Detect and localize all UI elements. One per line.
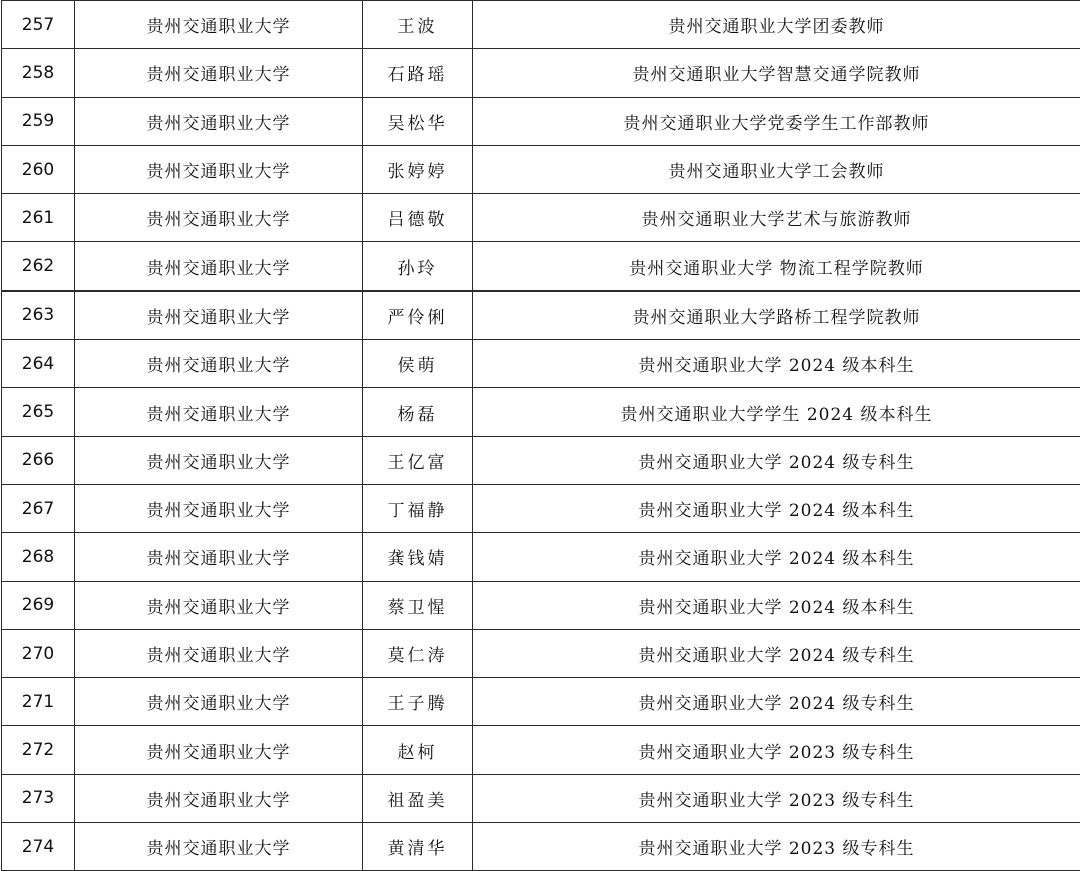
unit-cell: 贵州交通职业大学党委学生工作部教师 (473, 97, 1080, 145)
table-row (2, 726, 1080, 774)
table-row (2, 774, 1080, 822)
school-cell: 贵州交通职业大学 (75, 49, 363, 97)
row-number-cell: 265 (2, 388, 75, 436)
school-cell: 贵州交通职业大学 (75, 194, 363, 242)
table-row (2, 678, 1080, 726)
school-cell: 贵州交通职业大学 (75, 340, 363, 388)
school-cell: 贵州交通职业大学 (75, 97, 363, 145)
table-row (2, 484, 1080, 532)
school-cell: 贵州交通职业大学 (75, 1, 363, 49)
unit-cell: 贵州交通职业大学 2023 级专科生 (473, 774, 1080, 822)
row-number-cell: 257 (2, 1, 75, 49)
row-number-cell: 264 (2, 340, 75, 388)
row-number-cell: 263 (2, 291, 75, 340)
school-cell: 贵州交通职业大学 (75, 484, 363, 532)
table-row (2, 436, 1080, 484)
row-number-cell: 259 (2, 97, 75, 145)
school-cell: 贵州交通职业大学 (75, 774, 363, 822)
person-name-cell: 王亿富 (363, 436, 473, 484)
unit-cell: 贵州交通职业大学团委教师 (473, 1, 1080, 49)
school-cell: 贵州交通职业大学 (75, 678, 363, 726)
table-row (2, 242, 1080, 291)
school-cell: 贵州交通职业大学 (75, 823, 363, 871)
row-number-cell: 270 (2, 629, 75, 677)
unit-cell: 贵州交通职业大学路桥工程学院教师 (473, 291, 1080, 340)
row-number-cell: 274 (2, 823, 75, 871)
row-number-cell: 271 (2, 678, 75, 726)
roster-table (1, 0, 1080, 871)
table-row (2, 629, 1080, 677)
school-cell: 贵州交通职业大学 (75, 388, 363, 436)
person-name-cell: 吴松华 (363, 97, 473, 145)
table-row (2, 49, 1080, 97)
table-row (2, 581, 1080, 629)
table-row (2, 291, 1080, 340)
person-name-cell: 石路瑶 (363, 49, 473, 97)
unit-cell: 贵州交通职业大学 2024 级本科生 (473, 340, 1080, 388)
person-name-cell: 杨磊 (363, 388, 473, 436)
person-name-cell: 孙玲 (363, 242, 473, 291)
row-number-cell: 260 (2, 145, 75, 193)
unit-cell: 贵州交通职业大学 2023 级专科生 (473, 726, 1080, 774)
table-row (2, 533, 1080, 581)
school-cell: 贵州交通职业大学 (75, 581, 363, 629)
row-number-cell: 266 (2, 436, 75, 484)
unit-cell: 贵州交通职业大学 物流工程学院教师 (473, 242, 1080, 291)
table-row (2, 340, 1080, 388)
person-name-cell: 龚钱婧 (363, 533, 473, 581)
person-name-cell: 丁福静 (363, 484, 473, 532)
table-row (2, 1, 1080, 49)
table-row (2, 97, 1080, 145)
person-name-cell: 侯萌 (363, 340, 473, 388)
person-name-cell: 张婷婷 (363, 145, 473, 193)
person-name-cell: 吕德敬 (363, 194, 473, 242)
unit-cell: 贵州交通职业大学 2024 级本科生 (473, 581, 1080, 629)
unit-cell: 贵州交通职业大学 2024 级本科生 (473, 484, 1080, 532)
row-number-cell: 273 (2, 774, 75, 822)
row-number-cell: 268 (2, 533, 75, 581)
table-row (2, 388, 1080, 436)
person-name-cell: 王波 (363, 1, 473, 49)
unit-cell: 贵州交通职业大学 2024 级本科生 (473, 533, 1080, 581)
person-name-cell: 王子腾 (363, 678, 473, 726)
table-row (2, 145, 1080, 193)
row-number-cell: 267 (2, 484, 75, 532)
table-row (2, 823, 1080, 871)
unit-cell: 贵州交通职业大学 2024 级专科生 (473, 678, 1080, 726)
row-number-cell: 262 (2, 242, 75, 291)
unit-cell: 贵州交通职业大学 2024 级专科生 (473, 629, 1080, 677)
row-number-cell: 261 (2, 194, 75, 242)
person-name-cell: 赵柯 (363, 726, 473, 774)
row-number-cell: 269 (2, 581, 75, 629)
school-cell: 贵州交通职业大学 (75, 726, 363, 774)
school-cell: 贵州交通职业大学 (75, 533, 363, 581)
unit-cell: 贵州交通职业大学智慧交通学院教师 (473, 49, 1080, 97)
row-number-cell: 272 (2, 726, 75, 774)
unit-cell: 贵州交通职业大学学生 2024 级本科生 (473, 388, 1080, 436)
unit-cell: 贵州交通职业大学艺术与旅游教师 (473, 194, 1080, 242)
unit-cell: 贵州交通职业大学 2023 级专科生 (473, 823, 1080, 871)
person-name-cell: 蔡卫惺 (363, 581, 473, 629)
table-row (2, 194, 1080, 242)
unit-cell: 贵州交通职业大学工会教师 (473, 145, 1080, 193)
roster-table-body (2, 1, 1080, 871)
person-name-cell: 祖盈美 (363, 774, 473, 822)
school-cell: 贵州交通职业大学 (75, 436, 363, 484)
person-name-cell: 莫仁涛 (363, 629, 473, 677)
school-cell: 贵州交通职业大学 (75, 291, 363, 340)
school-cell: 贵州交通职业大学 (75, 145, 363, 193)
person-name-cell: 严伶俐 (363, 291, 473, 340)
school-cell: 贵州交通职业大学 (75, 242, 363, 291)
school-cell: 贵州交通职业大学 (75, 629, 363, 677)
person-name-cell: 黄清华 (363, 823, 473, 871)
row-number-cell: 258 (2, 49, 75, 97)
unit-cell: 贵州交通职业大学 2024 级专科生 (473, 436, 1080, 484)
